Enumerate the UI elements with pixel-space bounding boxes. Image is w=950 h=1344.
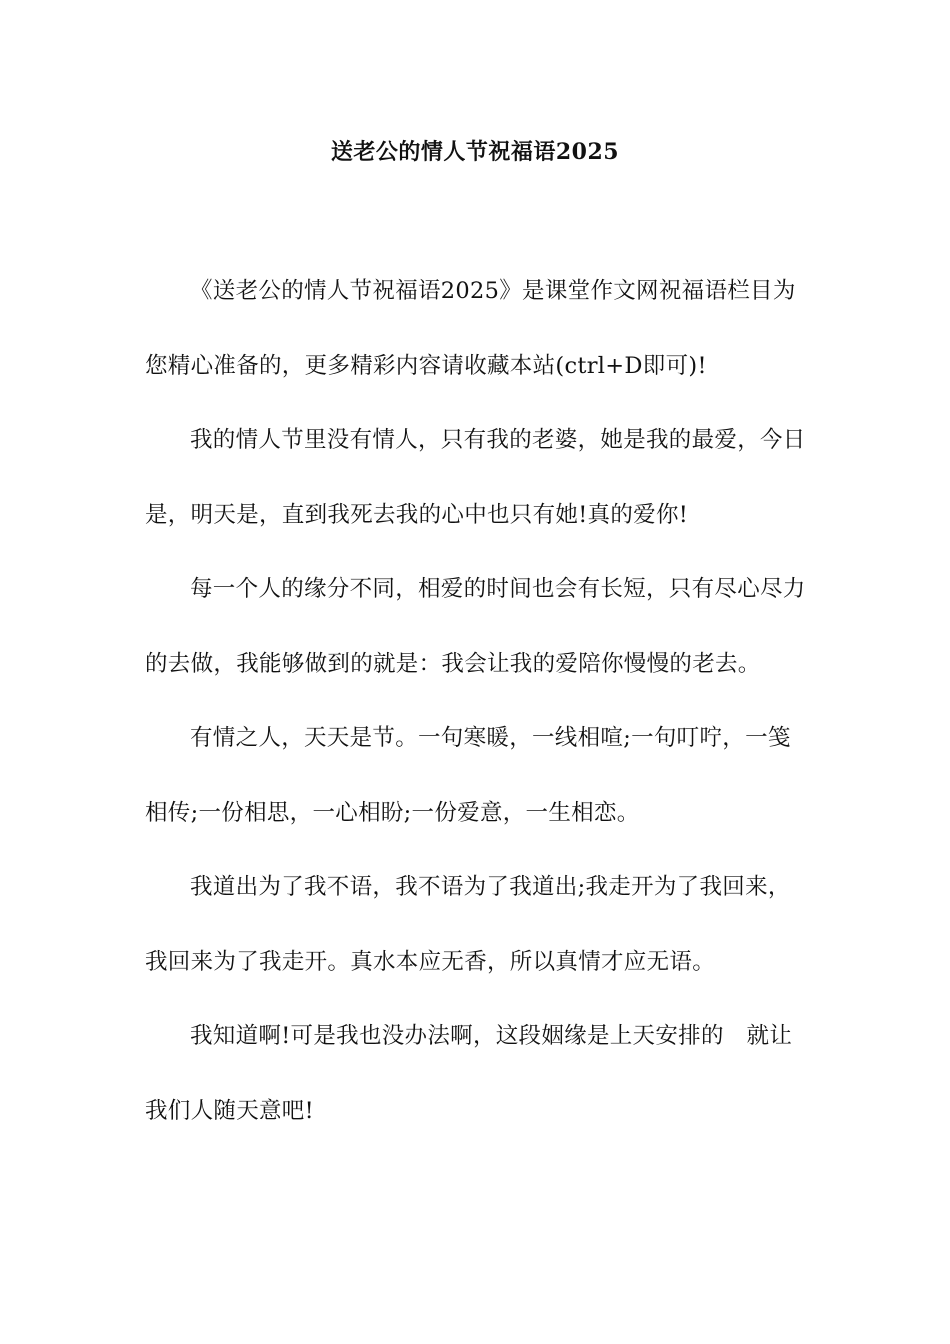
paragraph-3: 每一个人的缘分不同，相爱的时间也会有长短，只有尽心尽力的去做，我能够做到的就是：我会让我的爱陪你慢慢的老去。 bbox=[145, 576, 806, 677]
paragraph-2: 我的情人节里没有情人，只有我的老婆，她是我的最爱，今日是，明天是，直到我死去我的心中也只有她!真的爱你! bbox=[145, 427, 806, 528]
document-title: 送老公的情人节祝福语2025 bbox=[330, 139, 620, 165]
paragraph-5: 我道出为了我不语，我不语为了我道出;我走开为了我回来，我回来为了我走开。真水本应无香，所以真情才应无语。 bbox=[145, 874, 791, 975]
paragraph-4: 有情之人，天天是节。一句寒暖，一线相喧;一句叮咛，一笺相传;一份相思，一心相盼;一份爱意，一生相恋。 bbox=[145, 725, 791, 826]
paragraph-1: 《送老公的情人节祝福语2025》是课堂作文网祝福语栏目为您精心准备的，更多精彩内容请收藏本站(ctrl+D即可)! bbox=[145, 278, 796, 379]
paragraph-6: 我知道啊!可是我也没办法啊，这段姻缘是上天安排的 就让我们人随天意吧! bbox=[145, 1023, 793, 1124]
document-body bbox=[145, 254, 807, 1148]
